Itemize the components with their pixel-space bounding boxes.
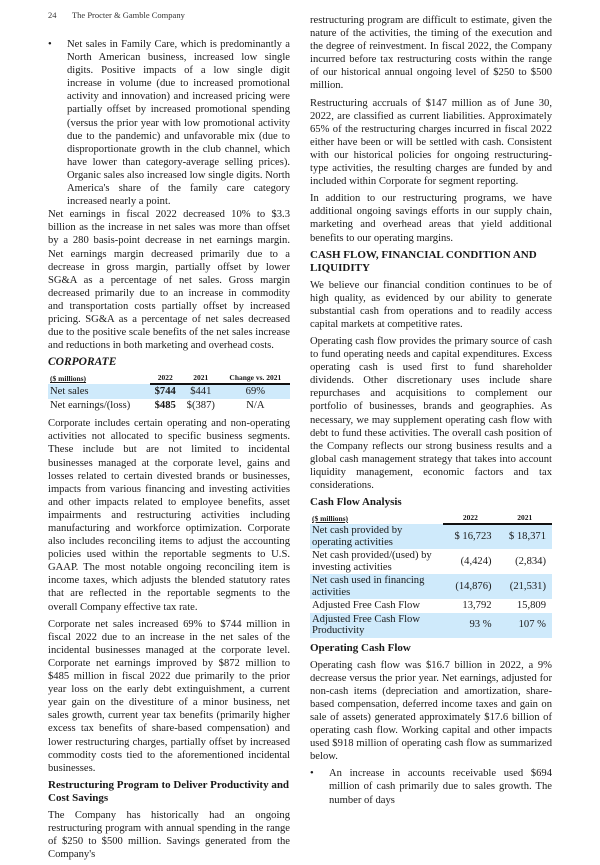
para-corporate-2: Corporate net sales increased 69% to $744 million in fiscal 2022 due to an increase in the net sales of the incidental businesses managed at the corporate level. Corporate net earnings improved by $872 million to $485 million in fiscal 2022 due primarily to the prior year loss on the early debt extinguishment, a current year gain on the divestiture of a minor business, net sales growth, current year tax benefits (primarily higher excess tax benefits of share-based compensation) and lower restructuring charges, partially offset by increased commodity costs tied to the aforementioned incidental businesses.	[48, 618, 290, 774]
table-row: Net cash provided/(used) by investing activities (4,424) (2,834)	[312, 550, 546, 573]
right-column	[310, 14, 552, 807]
para-financial-condition: We believe our financial condition continues to be of high quality, as evidenced by our ability to generate substantial cash from operations and to readily access capital markets at competitive rates.	[310, 279, 552, 330]
col-header: 2022	[150, 373, 181, 384]
table-row: Net cash used in financing activities (14,876) (21,531)	[310, 574, 552, 599]
cash-flow-heading: CASH FLOW, FINANCIAL CONDITION AND LIQUIDITY	[310, 248, 537, 274]
col-header: ($ millions)	[50, 374, 87, 384]
page-number: 24	[48, 10, 57, 20]
corporate-table	[48, 373, 290, 413]
para-operating-cash: Operating cash flow provides the primary source of cash to fund operating needs and capital expenditures. Excess operating cash is used first to fund shareholder dividends. Other discretionary uses include share repurchases and acquisitions to complement our portfolio of businesses, brands and geographies. As necessary, we may supplement operating cash flow with debt to fund these activities. The overall cash position of the Company reflects our strong business results and a global cash management strategy that takes into account liquidity management, economic factors and tax considerations.	[310, 335, 552, 491]
operating-cash-flow-heading: Operating Cash Flow	[310, 641, 411, 654]
para-restructuring: The Company has historically had an ongoing restructuring program with annual spending in the range of $250 to $500 million. Savings generated from the Company's	[48, 809, 290, 861]
col-header: ($ millions)	[312, 514, 349, 524]
bullet-icon: •	[310, 768, 314, 780]
bullet-family-care: • Net sales in Family Care, which is predominantly a North American business, increased low single digits. Positive impacts of a low single digit increase in volume (due to increased promotional activity and innovation) and increased pricing were partially offset by increased promotional spending (versus the prior year with low promotional activity due to the pandemic) and unfavorable mix (due to disproportionate growth in the club channel, which have lower than category-average selling prices). Organic sales also increased low single digits. North America's share of the family care category increased nearly a point.	[48, 39, 290, 208]
col-header: 2021	[498, 513, 552, 524]
table-row: Net cash provided by operating activities $ 16,723 $ 18,371	[310, 524, 552, 549]
bullet-icon: •	[48, 39, 52, 50]
col-header: 2022	[443, 513, 497, 524]
cash-flow-analysis-heading: Cash Flow Analysis	[310, 496, 402, 509]
left-column	[48, 38, 290, 865]
para-savings: In addition to our restructuring programs, we have additional ongoing savings efforts in our supply chain, marketing and overhead areas that yield additional benefits to our operating margins.	[310, 193, 552, 244]
para-net-earnings: Net earnings in fiscal 2022 decreased 10% to $3.3 billion as the increase in net sales was more than offset by a 280 basis-point decrease in net earnings margin. Net earnings margin decreased primarily due to a decrease in gross margin, partially offset by lower SG&A as a percentage of net sales. Gross margin decreased primarily due to an increase in commodity and transportation costs partially offset by increased pricing. SG&A as a percentage of net sales decreased due to the positive scale benefits of the net sales increase and reductions in both marketing and overhead costs.	[48, 209, 290, 352]
restructuring-heading: Restructuring Program to Deliver Productivity and Cost Savings	[48, 778, 290, 804]
col-header: Change vs. 2021	[221, 373, 290, 384]
para-restructuring-cont: restructuring program are difficult to estimate, given the nature of the activities, the timing of the execution and the degree of reinvestment. In fiscal 2022, the Company incurred before tax restructuring costs within the range of our historical annual ongoing level of $250 to $500 million.	[310, 15, 552, 92]
corporate-heading: CORPORATE	[48, 356, 117, 369]
table-row: Net earnings/(loss) $485 $(387) N/A	[50, 400, 265, 412]
table-row: Adjusted Free Cash Flow 13,792 15,809	[312, 600, 546, 612]
para-accruals: Restructuring accruals of $147 million as of June 30, 2022, are classified as current liabilities. Approximately 65% of the restructuring charges incurred in fiscal 2022 either have been or will be settled with cash. Consistent with our historical policies for ongoing restructuring-type activities, the resulting charges are funded by and included within Corporate for segment reporting.	[310, 97, 552, 188]
company-name: The Procter & Gamble Company	[71, 10, 185, 20]
bullet-receivable: • An increase in accounts receivable used $694 million of cash primarily due to sales growth. The number of days	[310, 768, 552, 806]
cash-flow-table	[310, 513, 552, 638]
table-row: Adjusted Free Cash Flow Productivity 93 % 107 %	[310, 613, 552, 638]
page-header	[48, 10, 185, 20]
para-corporate-1: Corporate includes certain operating and non-operating activities not allocated to specific business segments. These include but are not limited to incidental businesses managed at the corporate level, gains and losses related to certain divested brands or businesses, impacts from various financing and investing activities and other impacts related to employee benefits, asset impairments and restructuring activities including manufacturing and workforce optimization. Corporate also includes reconciling items to adjust the accounting policies used within the reportable segments to U.S. GAAP. The most notable ongoing reconciling item is income taxes, which adjusts the blended statutory rates that are reflected in the reportable segments to the overall Company effective tax rate.	[48, 418, 290, 613]
table-row: Net sales $744 $441 69%	[48, 384, 290, 399]
para-operating-cash-flow: Operating cash flow was $16.7 billion in 2022, a 9% decrease versus the prior year. Net earnings, adjusted for non-cash items (depreciation and amortization, share-based compensation, deferred income taxes and gain on sale of assets) generated approximately $17.6 billion of operating cash flow. Working capital and other impacts used $918 million of operating cash flow as summarized below.	[310, 659, 552, 763]
col-header: 2021	[181, 373, 221, 384]
